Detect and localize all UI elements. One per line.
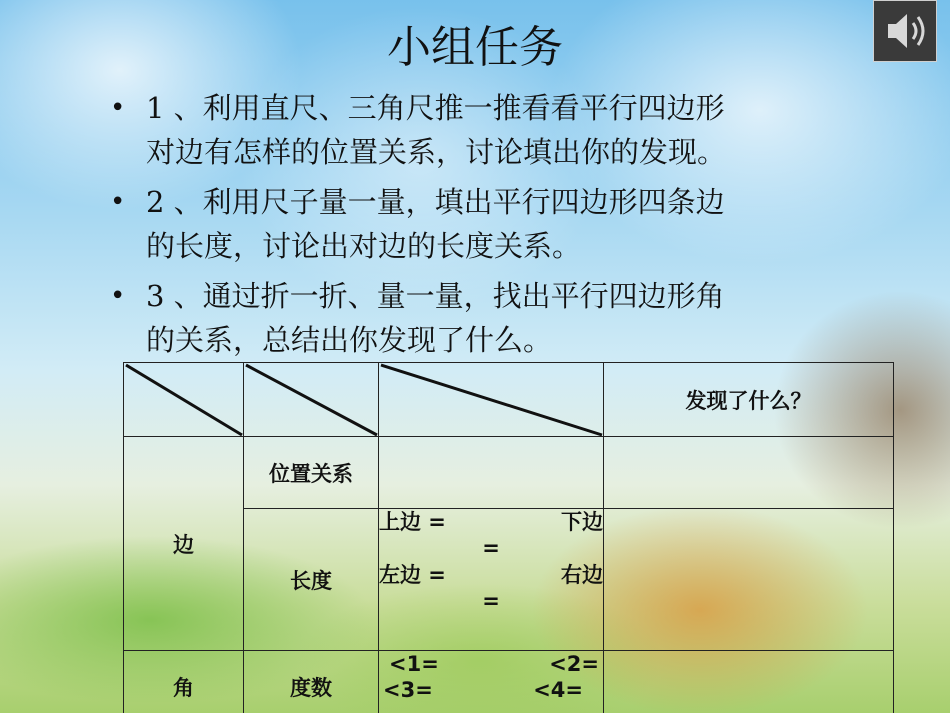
bullet-item [110,86,900,174]
left-side-field: 左边 = [379,562,446,587]
diagonal-header-cell [379,363,604,437]
angle-pair [379,651,603,677]
angle-4-field: <4= [533,678,583,703]
bullet-line: 2 、利用尺子量一量，填出平行四边形四条边 [146,185,725,219]
diagonal-header-cell [124,363,244,437]
side-label: 边 [124,437,244,651]
angle-3-field: <3= [383,678,433,703]
right-side-equals: = [482,588,500,613]
bullet-list [110,86,900,368]
bottom-side-field: 下边 [561,510,603,534]
slide-title: 小组任务 [387,22,563,73]
top-side-field: 上边 = [379,510,446,534]
bullet-item [110,180,900,268]
position-label: 位置关系 [244,437,379,509]
bullet-marker: • [110,187,126,217]
findings-table [123,362,894,713]
diagonal-header-cell [244,363,379,437]
degree-input-cell[interactable] [379,651,604,713]
right-side-field: 右边 [561,562,603,587]
degree-finding-cell[interactable] [604,651,894,713]
degree-label: 度数 [244,651,379,713]
angle-2-field: <2= [549,652,599,676]
bullet-marker: • [110,93,126,123]
angle-label: 角 [124,651,244,713]
table-header-row [124,363,894,437]
length-pair [379,509,603,535]
position-finding-cell[interactable] [604,437,894,509]
angle-1-field: <1= [389,652,439,676]
bullet-marker: • [110,281,126,311]
length-input-cell[interactable] [379,509,604,651]
bullet-line: 对边有怎样的位置关系，讨论填出你的发现。 [146,135,727,169]
finding-header: 发现了什么？ [604,363,894,437]
length-pair [379,562,603,588]
bullet-line: 1 、利用直尺、三角尺推一推看看平行四边形 [146,91,725,125]
length-label: 长度 [244,509,379,651]
bottom-side-equals: = [482,536,500,561]
bullet-line: 的关系，总结出你发现了什么。 [146,323,553,357]
length-finding-cell[interactable] [604,509,894,651]
position-input-cell[interactable] [379,437,604,509]
table-row [124,651,894,713]
bullet-item [110,274,900,362]
bullet-line: 的长度，讨论出对边的长度关系。 [146,229,582,263]
table-row [124,437,894,509]
angle-pair [379,677,603,703]
bullet-line: 3 、通过折一折、量一量，找出平行四边形角 [146,279,725,313]
